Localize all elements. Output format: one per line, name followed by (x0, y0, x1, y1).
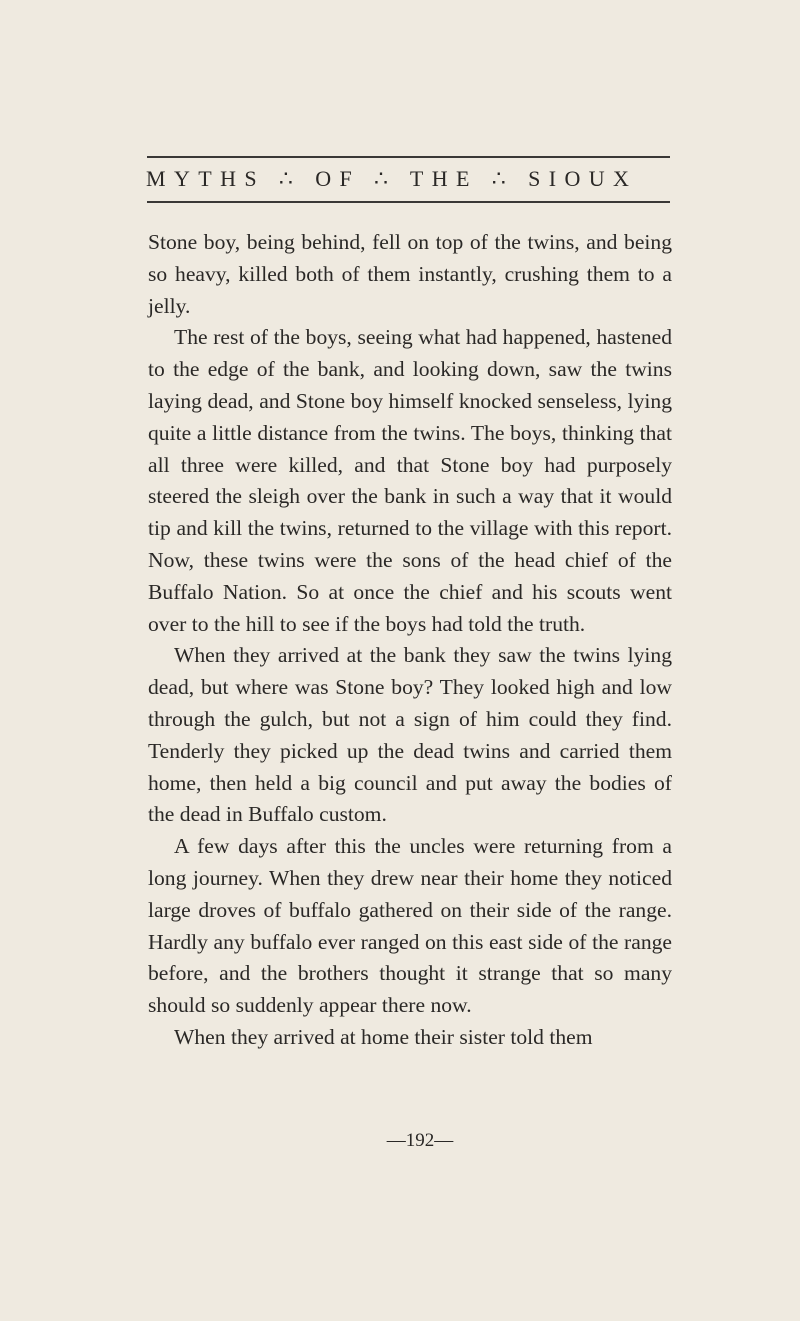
paragraph-1: Stone boy, being behind, fell on top of the twins, and being so heavy, killed both of them instantly, crushing them to a jelly. (148, 230, 672, 318)
running-head: MYTHS ∴ OF ∴ THE ∴ SIOUX (146, 166, 638, 191)
page-number: —192— (386, 1130, 454, 1151)
paragraph-4: A few days after this the uncles were returning from a long journey. When they drew near their home they noticed large droves of buffalo gathered on their side of the range. Hardly any buffalo ever ranged on this east side of the range before, and the brothers thought it strange that so many should so suddenly appear there now. (148, 834, 672, 1018)
paragraph-5: When they arrived at home their sister told them (174, 1024, 593, 1049)
header-rule-bottom (147, 201, 670, 203)
paragraph-2: The rest of the boys, seeing what had happened, hastened to the edge of the bank, and looking down, saw the twins laying dead, and Stone boy himself knocked senseless, lying quite a little distance from the twins. The boys, thinking that all three were killed, and that Stone boy had purposely steered the sleigh over the bank in such a way that it would tip and kill the twins, returned to the village with this report. Now, these twins were the sons of the head chief of the Buffalo Nation. So at once the chief and his scouts went over to the hill to see if the boys had told the truth. (148, 325, 672, 636)
header-rule-top (147, 156, 670, 158)
body-text (148, 227, 672, 1054)
paragraph-3: When they arrived at the bank they saw the twins lying dead, but where was Stone boy? They looked high and low through the gulch, but not a sign of him could they find. Tenderly they picked up the dead twins and carried them home, then held a big council and put away the bodies of the dead in Buffalo custom. (148, 643, 672, 827)
